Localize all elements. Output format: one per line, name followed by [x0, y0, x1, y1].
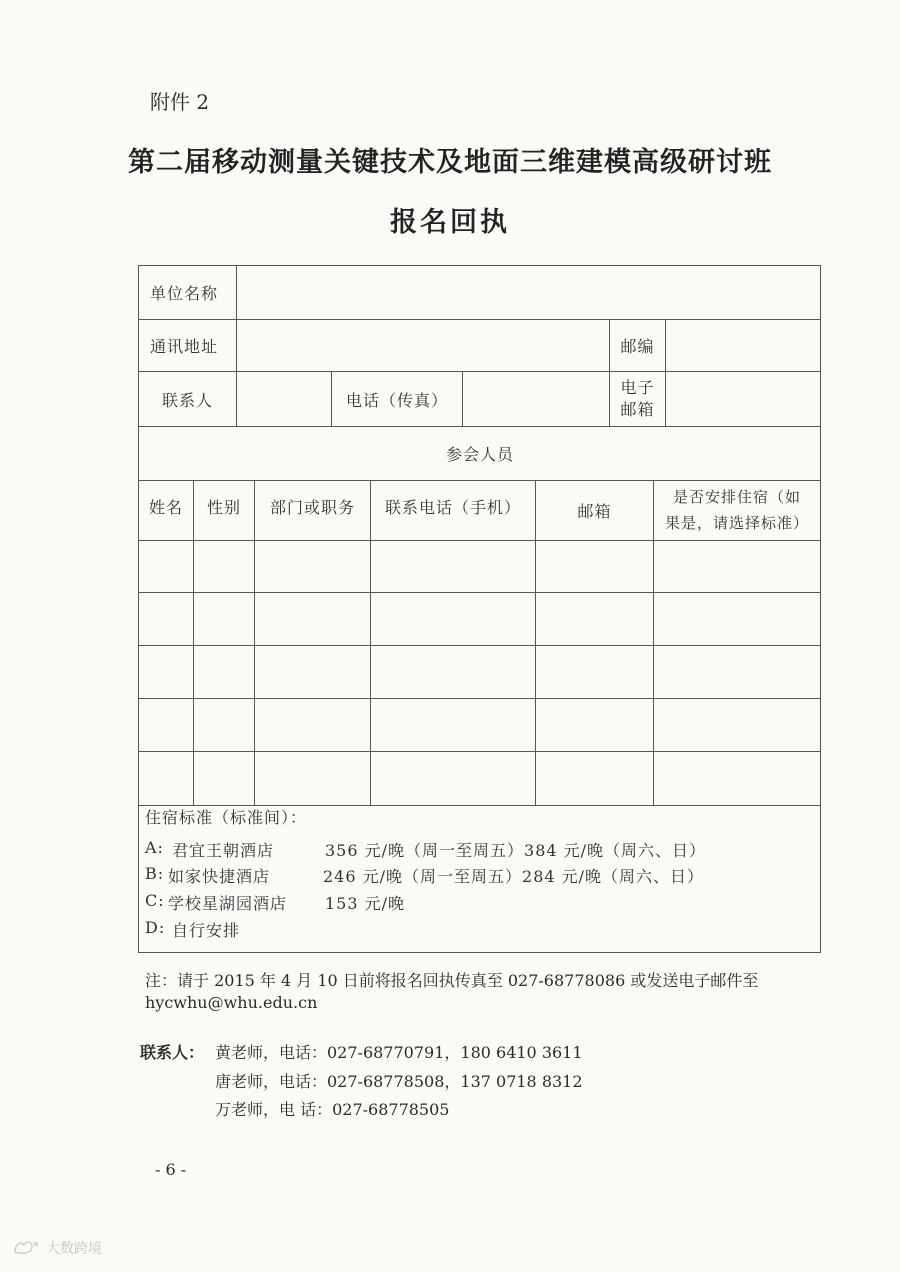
email-field[interactable]: [666, 372, 819, 426]
note-email: hycwhu@whu.edu.cn: [145, 993, 318, 1012]
option-hotel-a: 君宜王朝酒店: [172, 841, 275, 860]
contacts-label: 联系人：: [140, 1043, 205, 1062]
postcode-field[interactable]: [666, 320, 819, 371]
option-hotel-b: 如家快捷酒店: [168, 867, 271, 886]
accommodation-heading: 住宿标准（标准间）：: [145, 808, 308, 827]
unit-name-field[interactable]: [237, 266, 819, 319]
unit-name-label: 单位名称: [150, 283, 219, 303]
contact-line-3: 万老师，电 话：027-68778505: [215, 1100, 450, 1119]
email-label-line2: 邮箱: [620, 400, 655, 419]
row-divider: [138, 592, 821, 593]
col-header-lodging-line2: 果是，请选择标准）: [664, 514, 809, 532]
row-divider: [138, 751, 821, 752]
col-header-lodging: [654, 481, 820, 539]
col-header-department: 部门或职务: [269, 497, 355, 517]
address-label: 通讯地址: [150, 336, 219, 356]
email-label-line1: 电子: [620, 378, 655, 397]
contact-line-2: 唐老师，电话：027-68778508，137 0718 8312: [215, 1072, 583, 1091]
col-header-email: 邮箱: [577, 501, 612, 521]
row-divider: [138, 540, 821, 541]
option-price-c: 153 元/晚: [325, 894, 406, 913]
option-letter-c: C:: [145, 891, 165, 910]
contact-person-label: 联系人: [161, 390, 213, 410]
address-field[interactable]: [237, 320, 608, 371]
option-price-a: 356 元/晚（周一至周五）384 元/晚（周六、日）: [325, 841, 707, 860]
watermark-logo-icon: [12, 1238, 42, 1258]
option-letter-b: B:: [145, 864, 165, 883]
phone-fax-label: 电话（传真）: [345, 390, 448, 410]
watermark: [12, 1238, 102, 1258]
row-divider: [138, 645, 821, 646]
option-price-b: 246 元/晚（周一至周五）284 元/晚（周六、日）: [323, 867, 705, 886]
col-header-mobile: 联系电话（手机）: [384, 497, 521, 517]
option-letter-d: D:: [145, 918, 166, 937]
option-letter-a: A:: [145, 838, 164, 857]
email-label: [610, 372, 665, 426]
phone-fax-field[interactable]: [463, 372, 608, 426]
watermark-text: 大数跨境: [46, 1241, 102, 1257]
col-header-gender: 性别: [206, 497, 241, 517]
option-hotel-d: 自行安排: [172, 921, 241, 940]
col-header-name: 姓名: [148, 497, 183, 517]
attachment-label: 附件 2: [150, 90, 210, 114]
document-title: 第二届移动测量关键技术及地面三维建模高级研讨班: [128, 147, 772, 178]
page-number: - 6 -: [155, 1160, 187, 1179]
note-line-1: 注：请于 2015 年 4 月 10 日前将报名回执传真至 027-68778086 或发送电子邮件至: [145, 971, 759, 990]
contact-line-1: 黄老师，电话：027-68770791，180 6410 3611: [215, 1043, 583, 1062]
option-hotel-c: 学校星湖园酒店: [168, 894, 288, 913]
row-divider: [138, 698, 821, 699]
postcode-label: 邮编: [620, 337, 655, 356]
col-header-lodging-line1: 是否安排住宿（如: [672, 488, 801, 506]
document-subtitle: 报名回执: [390, 207, 510, 238]
participants-label: 参会人员: [445, 445, 514, 464]
contact-person-field[interactable]: [237, 372, 330, 426]
